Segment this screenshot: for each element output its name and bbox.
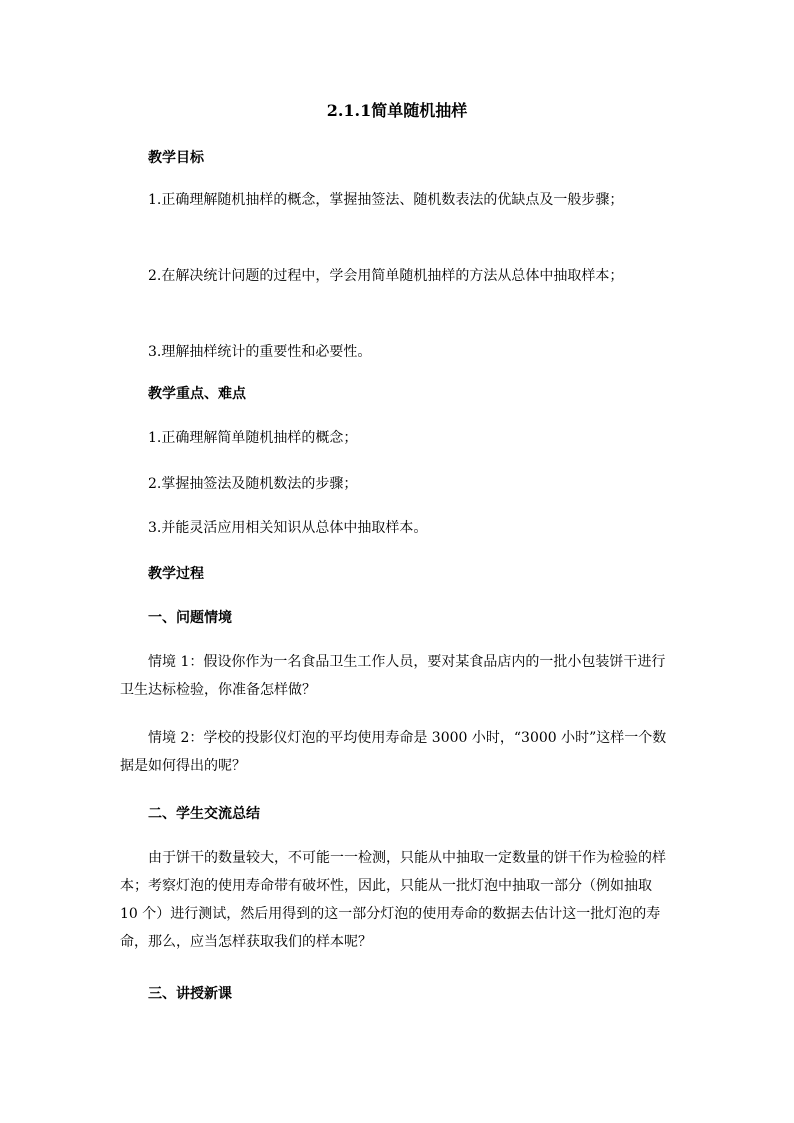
- objective-item-2: 2.在解决统计问题的过程中，学会用简单随机抽样的方法从总体中抽取样本；: [148, 268, 624, 284]
- section-2-text: 由于饼干的数量较大，不可能一一检测，只能从中抽取一定数量的饼干作为检验的样本；考察灯泡的使用寿命带有破坏性，因此，只能从一批灯泡中抽取一部分（例如抽取 10 个）进行测试，然后用得到的这一部分灯泡的使用寿命的数据去估计这一批灯泡的寿命，那么，应当怎样获取我们的样本呢？: [120, 850, 666, 950]
- scenario-1-text: 情境 1：假设你作为一名食品卫生工作人员，要对某食品店内的一批小包装饼干进行卫生达标检验，你准备怎样做？: [120, 654, 666, 698]
- objectives-heading: 教学目标: [148, 150, 204, 166]
- objective-item-1: 1.正确理解随机抽样的概念，掌握抽签法、随机数表法的优缺点及一般步骤；: [148, 192, 624, 208]
- key-point-item-3: 3.并能灵活应用相关知识从总体中抽取样本。: [148, 520, 428, 536]
- key-point-item-2: 2.掌握抽签法及随机数法的步骤；: [148, 476, 358, 492]
- section-2-heading: 二、学生交流总结: [148, 806, 260, 822]
- section-3-heading: 三、讲授新课: [148, 986, 232, 1002]
- process-heading: 教学过程: [148, 566, 204, 582]
- key-points-heading: 教学重点、难点: [148, 386, 246, 402]
- section-1-heading: 一、问题情境: [148, 610, 232, 626]
- page-title: 2.1.1简单随机抽样: [326, 101, 468, 120]
- key-point-item-1: 1.正确理解简单随机抽样的概念；: [148, 430, 358, 446]
- objective-item-3: 3.理解抽样统计的重要性和必要性。: [148, 344, 372, 360]
- scenario-2-text: 情境 2：学校的投影仪灯泡的平均使用寿命是 3000 小时，“3000 小时”这样一个数据是如何得出的呢？: [120, 730, 667, 774]
